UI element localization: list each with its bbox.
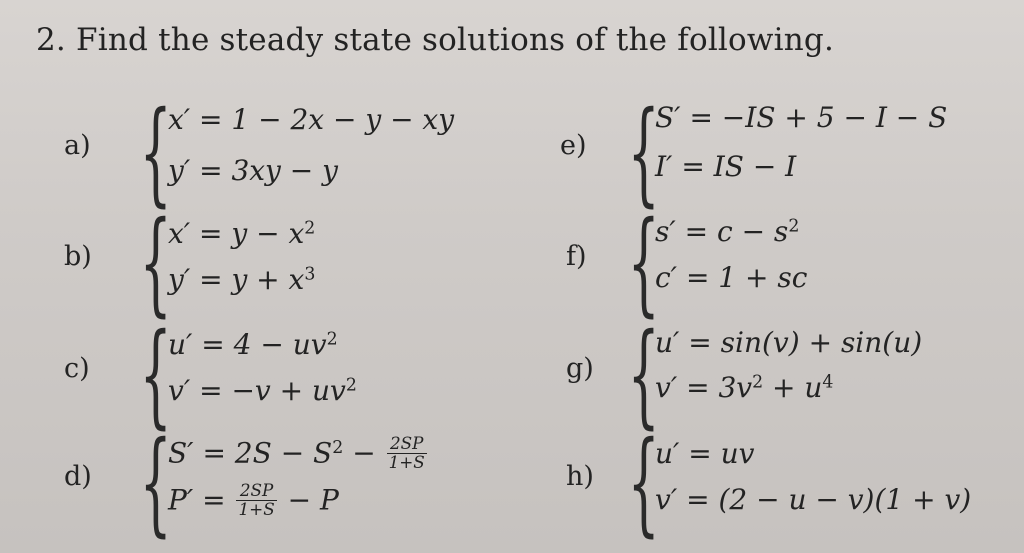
brace-e: {	[627, 88, 660, 218]
equation-a-2: y′ = 3xy − y	[168, 154, 338, 187]
label-a: a)	[64, 130, 91, 161]
brace-g: {	[627, 310, 660, 440]
equation-c-1: $u' = 4 - uv^2$	[168, 328, 338, 361]
fraction-d-2: $\frac{2SP}{1+S}$	[238, 480, 275, 519]
brace-b: {	[139, 198, 172, 328]
label-g: g)	[566, 353, 594, 384]
label-h: h)	[566, 461, 594, 492]
equation-b-2: $y' = y + x^3$	[168, 263, 316, 296]
equation-f-1: $s' = c - s^2$	[655, 215, 800, 248]
equation-e-1: S′ = −IS + 5 − I − S	[655, 101, 948, 134]
label-c: c)	[64, 353, 90, 384]
brace-c: {	[139, 310, 172, 440]
equation-b-1: $x' = y - x^2$	[168, 217, 316, 250]
equation-h-1: u′ = uv	[655, 437, 755, 470]
equation-c-2: $v' = -v + uv^2$	[168, 374, 357, 407]
equation-d-2: P′ = $\frac{2SP}{1+S}$ − P	[168, 480, 339, 519]
label-d: d)	[64, 461, 92, 492]
brace-a: {	[139, 88, 172, 218]
brace-d: {	[139, 418, 172, 548]
equation-g-2: $v' = 3v^2 + u^4$	[655, 371, 834, 404]
label-b: b)	[64, 241, 92, 272]
equation-e-2: I′ = IS − I	[655, 150, 797, 183]
equation-h-2: v′ = (2 − u − v)(1 + v)	[655, 483, 972, 516]
brace-f: {	[627, 198, 660, 328]
equation-g-1: u′ = sin(v) + sin(u)	[655, 326, 923, 359]
label-e: e)	[560, 130, 587, 161]
brace-h: {	[627, 418, 660, 548]
fraction-d-1: $\frac{2SP}{1+S}$	[388, 433, 425, 472]
equation-a-1: x′ = 1 − 2x − y − xy	[168, 103, 455, 136]
equation-f-2: c′ = 1 + sc	[655, 261, 808, 294]
problem-title: 2. Find the steady state solutions of the following.	[36, 22, 835, 58]
equation-d-1: $S' = 2S - S^2$ − $\frac{2SP}{1+S}$	[168, 433, 425, 472]
label-f: f)	[566, 241, 587, 272]
